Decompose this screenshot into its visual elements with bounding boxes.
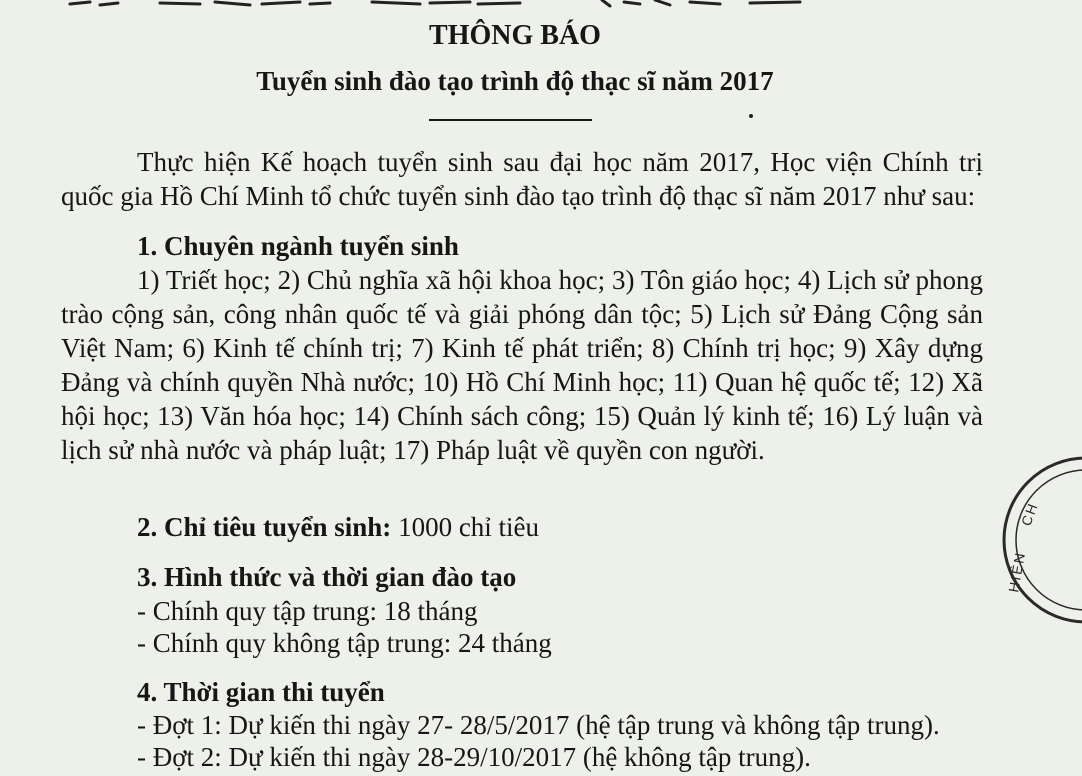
svg-text:HIỆN: HIỆN	[1005, 549, 1029, 594]
section3-item-fulltime: - Chính quy tập trung: 18 tháng	[137, 596, 478, 626]
section3-heading: 3. Hình thức và thời gian đào tạo	[137, 562, 517, 592]
section4-heading: 4. Thời gian thi tuyển	[137, 677, 385, 707]
section1-heading: 1. Chuyên ngành tuyển sinh	[137, 231, 459, 261]
document-title: THÔNG BÁO	[429, 20, 601, 51]
section2-line	[137, 510, 539, 544]
scan-speck	[749, 114, 753, 118]
section2-value: 1000 chỉ tiêu	[398, 512, 540, 542]
svg-text:CH: CH	[1017, 499, 1042, 529]
section3-item-parttime: - Chính quy không tập trung: 24 tháng	[137, 628, 552, 658]
section2-heading: 2. Chỉ tiêu tuyển sinh:	[137, 512, 392, 542]
document-subtitle: Tuyển sinh đào tạo trình độ thạc sĩ năm 2017	[256, 66, 774, 96]
title-underline	[429, 119, 592, 121]
intro-paragraph: Thực hiện Kế hoạch tuyển sinh sau đại học năm 2017, Học viện Chính trị quốc gia Hồ Chí Minh tổ chức tuyển sinh đào tạo trình độ thạc sĩ năm 2017 như sau:	[61, 147, 983, 211]
section4-item-round1: - Đợt 1: Dự kiến thi ngày 27- 28/5/2017 (hệ tập trung và không tập trung).	[137, 710, 940, 740]
cropped-header-text	[0, 0, 820, 8]
section1-majors-list: 1) Triết học; 2) Chủ nghĩa xã hội khoa học; 3) Tôn giáo học; 4) Lịch sử phong trào cộng sản, công nhân quốc tế và giải phóng dân tộc; 5) Lịch sử Đảng Cộng sản Việt Nam; 6) Kinh tế chính trị; 7) Kinh tế phát triển; 8) Chính trị học; 9) Xây dựng Đảng và chính quyền Nhà nước; 10) Hồ Chí Minh học; 11) Quan hệ quốc tế; 12) Xã hội học; 13) Văn hóa học; 14) Chính sách công; 15) Quản lý kinh tế; 16) Lý luận và lịch sử nhà nước và pháp luật; 17) Pháp luật về quyền con người.	[61, 265, 983, 465]
section4-item-round2: - Đợt 2: Dự kiến thi ngày 28-29/10/2017 (hệ không tập trung).	[137, 742, 811, 772]
official-stamp	[986, 455, 1082, 625]
